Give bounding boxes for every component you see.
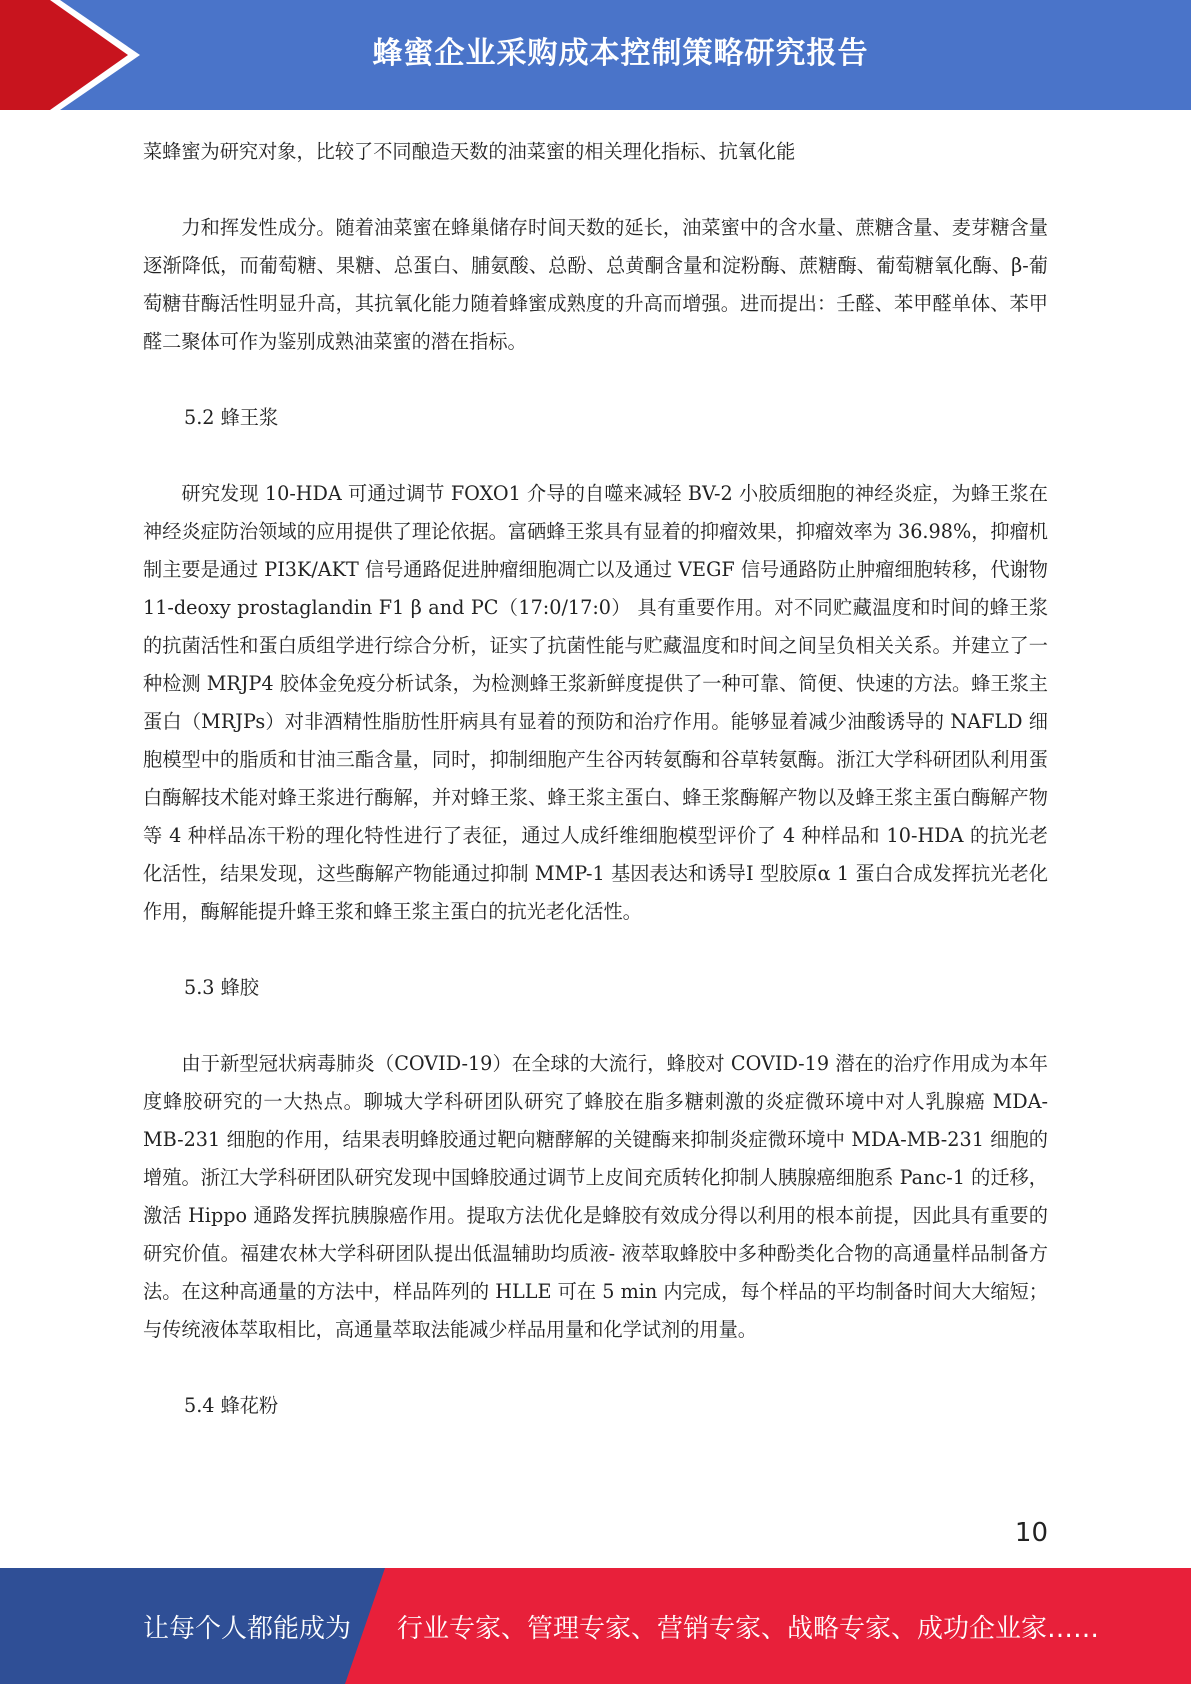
paragraph-intro: 菜蜂蜜为研究对象，比较了不同酿造天数的油菜蜜的相关理化指标、抗氧化能 — [143, 140, 796, 163]
report-title: 蜂蜜企业采购成本控制策略研究报告 — [372, 36, 869, 71]
page-body — [143, 133, 1048, 1463]
paragraph-propolis: 由于新型冠状病毒肺炎（COVID-19）在全球的大流行，蜂胶对 COVID-19 潜在的治疗作用成为本年度蜂胶研究的一大热点。聊城大学科研团队研究了蜂胶在脂多糖刺激的炎症微环境中对人乳腺癌 MDA-MB-231 细胞的作用，结果表明蜂胶通过靶向糖酵解的关键酶来抑制炎症微环境中 MDA-MB-231 细胞的增殖。浙江大学科研团队研究发现中国蜂胶通过调节上皮间充质转化抑制人胰腺癌细胞系 Panc-1 的迁移，激活 Hippo 通路发挥抗胰腺癌作用。提取方法优化是蜂胶有效成分得以利用的根本前提，因此具有重要的研究价值。福建农林大学科研团队提出低温辅助均质液- 液萃取蜂胶中多种酚类化合物的高通量样品制备方法。在这种高通量的方法中，样品阵列的 HLLE 可在 5 min 内完成，每个样品的平均制备时间大大缩短；与传统液体萃取相比，高通量萃取法能减少样品用量和化学试剂的用量。 — [143, 1052, 1048, 1341]
footer-banner — [0, 1568, 1191, 1684]
page-number: 10 — [1014, 1518, 1048, 1548]
section-heading-propolis: 5.3 蜂胶 — [184, 976, 259, 999]
section-heading-royal-jelly: 5.2 蜂王浆 — [184, 406, 279, 429]
paragraph-royal-jelly: 研究发现 10-HDA 可通过调节 FOXO1 介导的自噬来减轻 BV-2 小胶质细胞的神经炎症，为蜂王浆在神经炎症防治领域的应用提供了理论依据。富硒蜂王浆具有显着的抑瘤效果，抑瘤效率为 36.98%，抑瘤机制主要是通过 PI3K/AKT 信号通路促进肿瘤细胞凋亡以及通过 VEGF 信号通路防止肿瘤细胞转移，代谢物 11-deoxy prostaglandin F1 β and PC（17:0/17:0） 具有重要作用。对不同贮藏温度和时间的蜂王浆的抗菌活性和蛋白质组学进行综合分析，证实了抗菌性能与贮藏温度和时间之间呈负相关关系。并建立了一种检测 MRJP4 胶体金免疫分析试条，为检测蜂王浆新鲜度提供了一种可靠、简便、快速的方法。蜂王浆主蛋白（MRJPs）对非酒精性脂肪性肝病具有显着的预防和治疗作用。能够显着减少油酸诱导的 NAFLD 细胞模型中的脂质和甘油三酯含量，同时，抑制细胞产生谷丙转氨酶和谷草转氨酶。浙江大学科研团队利用蛋白酶解技术能对蜂王浆进行酶解，并对蜂王浆、蜂王浆主蛋白、蜂王浆酶解产物以及蜂王浆主蛋白酶解产物等 4 种样品冻干粉的理化特性进行了表征，通过人成纤维细胞模型评价了 4 种样品和 10-HDA 的抗光老化活性，结果发现，这些酶解产物能通过抑制 MMP-1 基因表达和诱导Ⅰ 型胶原α 1 蛋白合成发挥抗光老化作用，酶解能提升蜂王浆和蜂王浆主蛋白的抗光老化活性。 — [143, 482, 1048, 923]
section-heading-bee-pollen: 5.4 蜂花粉 — [184, 1394, 279, 1417]
footer-slogan-right: 行业专家、管理专家、营销专家、战略专家、成功企业家…… — [397, 1613, 1100, 1644]
chevron-arrow-icon — [0, 0, 150, 110]
paragraph-rapeseed-honey: 力和挥发性成分。随着油菜蜜在蜂巢储存时间天数的延长，油菜蜜中的含水量、蔗糖含量、麦芽糖含量逐渐降低，而葡萄糖、果糖、总蛋白、脯氨酸、总酚、总黄酮含量和淀粉酶、蔗糖酶、葡萄糖氧化酶、β-葡萄糖苷酶活性明显升高，其抗氧化能力随着蜂蜜成熟度的升高而增强。进而提出：壬醛、苯甲醛单体、苯甲醛二聚体可作为鉴别成熟油菜蜜的潜在指标。 — [143, 216, 1048, 353]
header-banner — [0, 0, 1191, 110]
footer-slogan-left: 让每个人都能成为 — [143, 1613, 352, 1644]
